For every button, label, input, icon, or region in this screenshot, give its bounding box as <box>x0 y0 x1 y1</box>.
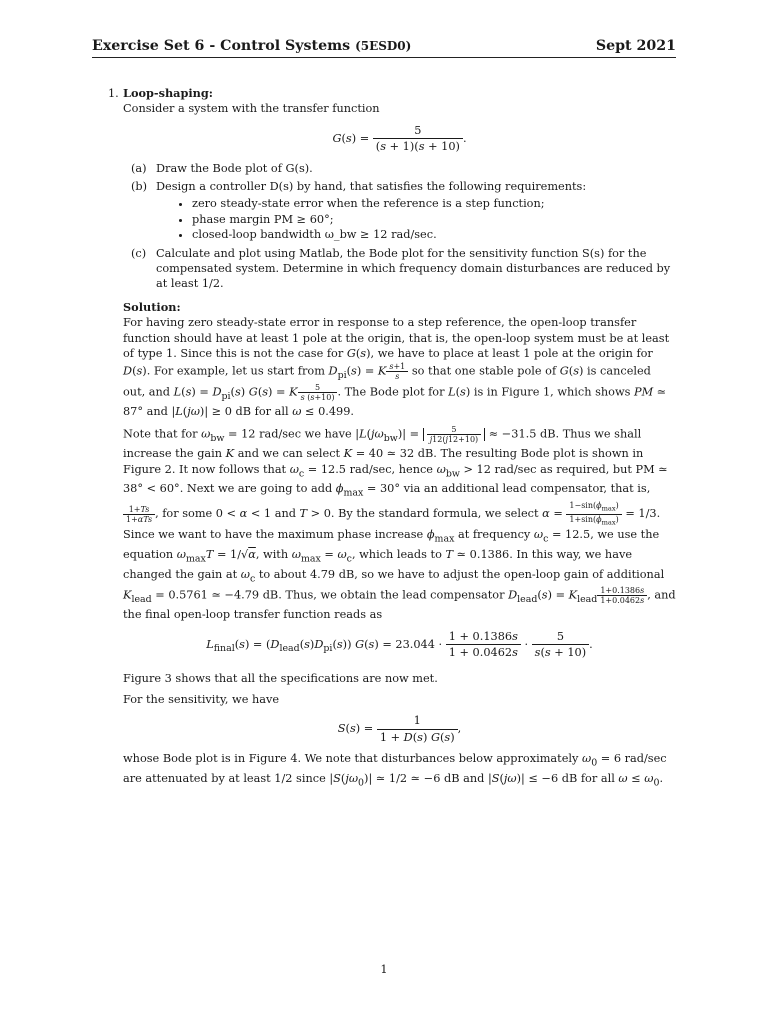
solution-paragraph-5: whose Bode plot is in Figure 4. We note that disturbances below approximately $\omega_0 = 6$ rad/sec are attenuated by at least 1/2 since $|S(j\omega_0)|$ ≃ 1/2 ≃ −6 dB and |S(jω)| ≤ −6 dB for all $\omega \le \omega_0$. <box>123 752 667 789</box>
problem-title: Loop-shaping: <box>123 86 213 100</box>
solution-paragraph-3: Figure 3 shows that all the specifications are now met. <box>123 671 438 685</box>
solution-heading: Solution: <box>123 299 181 314</box>
document-body <box>92 86 676 791</box>
item-a: (a) Draw the Bode plot of G(s). <box>131 161 313 175</box>
header-title: Exercise Set 6 - Control Systems (5ESD0) <box>92 38 412 54</box>
equation-lfinal: $L_{final}(s) = (D_{lead}(s)D_{pi}(s)) G(s) = 23.044$ · $\frac{1 + 0.1386s}{1 + 0.0462s}$ · $\frac{5}{s(s + 10)}$ . <box>206 629 593 660</box>
item-c: (c) Calculate and plot using Matlab, the Bode plot for the sensitivity function S(s) for the compensated system. Determine in which frequency domain disturbances are reduced by at least 1/2. <box>131 246 671 291</box>
solution-paragraph-2: Note that for $\omega_{bw} = 12$ rad/sec we have $|L(j\omega_{bw})|$ = $\frac{5}{j12(j12+10)}$ ≈ −31.5 dB. Thus we shall increase the gain K and we can select K = 40 ≃ 32 dB. The resulting Bode plot is shown in Figure 2. It now follows that $\omega_c = 12.5$ rad/sec, hence $\omega_{bw} > 12$ rad/sec as required, but PM ≃ 38° < 60°. Next we are going to add $\phi_{max} = 30^\circ$ via an additional lead compensator, that is, $\frac{1+Ts}{\text{1+αTs}}$ , for some 0 < α < 1 and T > 0. By the standard formula, we select α = $\frac{1-\sin(\phi_{max})}{1+\sin(\phi_{max})}$ = 1/3. Since we want to have the maximum phase increase $\phi_{max}$ at frequency $\omega_c = 12.5$, we use the equation $\omega_{max}T = 1/√\alpha$, with $\omega_{max} = \omega_c$, which leads to T ≃ 0.1386. In this way, we have changed the gain at $\omega_c$ to about 4.79 dB, so we have to adjust the open-loop gain of additional $K_{lead} = 0.5761$ ≃ −4.79 dB. Thus, we obtain the lead compensator $D_{lead}(s) = K_{lead}$ $\frac{1+0.1386s}{1+0.0462s}$ , and the final open-loop transfer function reads as <box>123 425 676 622</box>
solution-paragraph-1: For having zero steady-state error in response to a step reference, the open-loop transfer function should have at least 1 pole at the origin, that is, the open-loop system must be at least of type 1. Since this is not the case for G(s), we have to place at least 1 pole at the origin for D(s). For example, let us start from $D_{pi}(s) = K$ $\frac{s+1}{s}$ so that one stable pole of G(s) is canceled out, and $L(s) = D_{pi}(s) G(s) = K$ $\frac{5}{s (s+10)}$ . The Bode plot for L(s) is in Figure 1, which shows PM ≃ 87° and |L(jω)| ≥ 0 dB for all ω ≤ 0.499. <box>123 316 670 418</box>
list-item: • zero steady-state error when the reference is a step function; <box>192 196 676 211</box>
equation-sensitivity: S(s) = $\frac{1}{1 + D(s) G(s)}$ , <box>337 714 462 744</box>
solution-paragraph-4: For the sensitivity, we have <box>123 693 280 707</box>
equation-g: G(s) = $\frac{5}{(s + 1)(s + 10)}$ . <box>332 123 467 154</box>
requirements-list <box>156 196 676 242</box>
list-item: • phase margin PM ≥ 60°; <box>192 212 676 227</box>
list-item: • closed-loop bandwidth ω_bw ≥ 12 rad/sec. <box>192 227 676 242</box>
header-rule <box>92 57 676 58</box>
problem-number: 1. <box>108 87 119 100</box>
header-date: Sept 2021 <box>595 38 676 54</box>
page-header <box>92 38 676 54</box>
item-b: (b) Design a controller D(s) by hand, that satisfies the following requirements: • zero steady-state error when the reference is a step function; • phase margin PM ≥ 60°; • closed-loop bandwidth ω_bw ≥ 12 rad/sec. <box>156 179 676 243</box>
problem-intro: Consider a system with the transfer function <box>123 102 380 116</box>
page-number: 1 <box>380 963 388 976</box>
